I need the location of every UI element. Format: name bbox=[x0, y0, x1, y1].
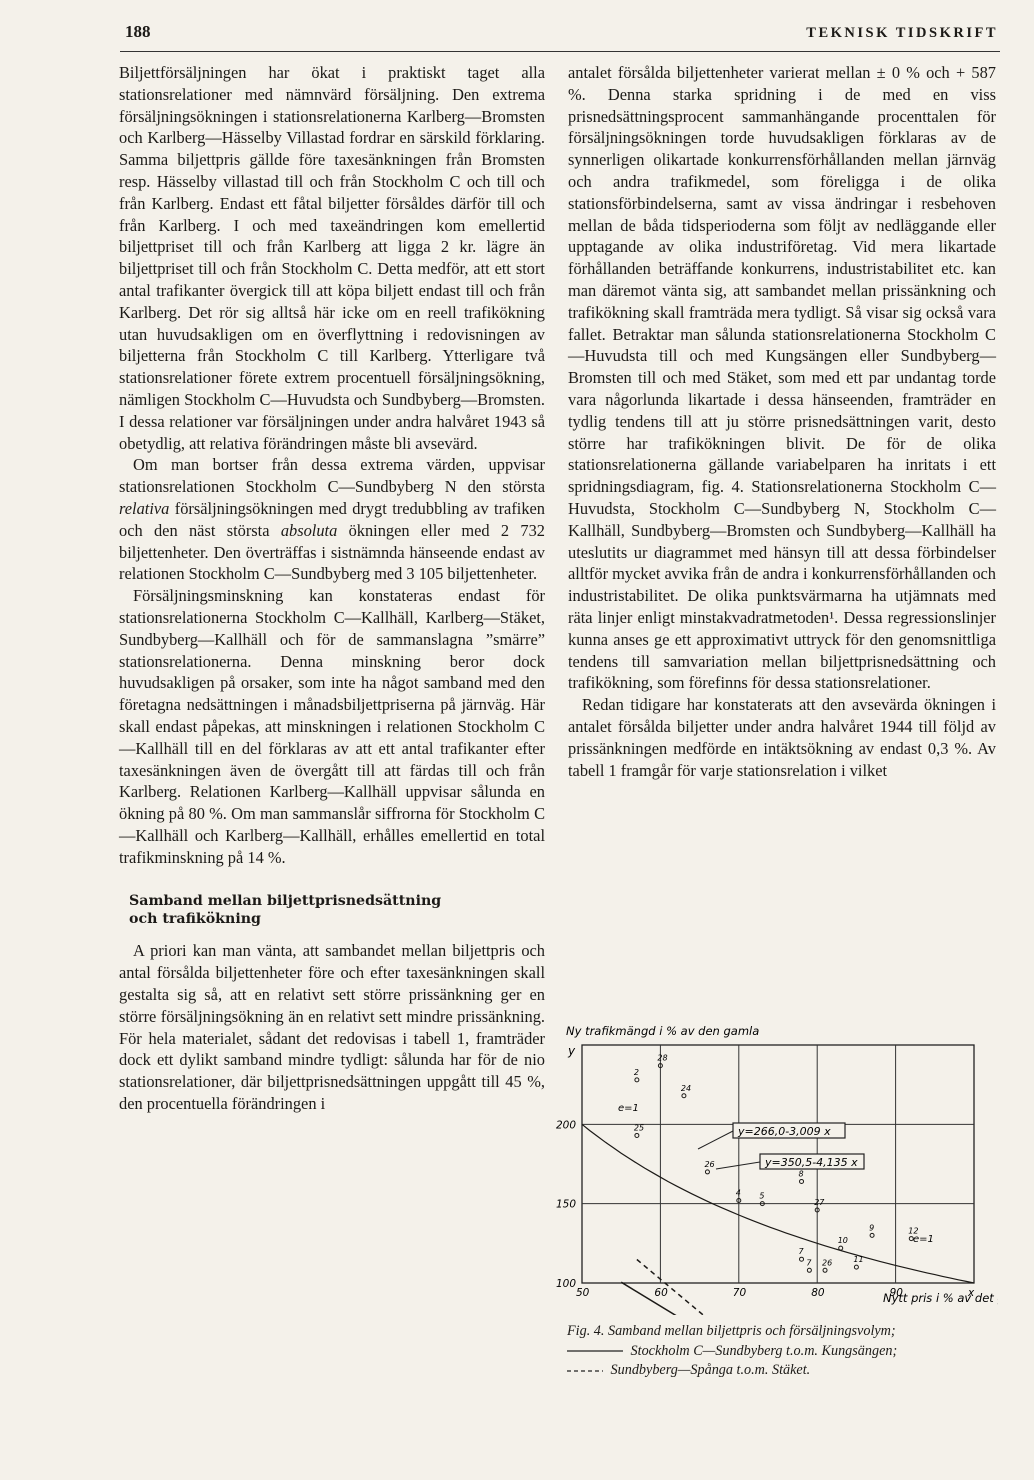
caption-legend-solid bbox=[567, 1342, 1007, 1362]
data-point bbox=[800, 1257, 804, 1261]
y-tick-label: 200 bbox=[556, 1119, 577, 1132]
legend-label: Sundbyberg—Spånga t.o.m. Stäket. bbox=[610, 1362, 811, 1378]
x-axis-title: Nytt pris i % av det bbox=[883, 1291, 994, 1305]
left-column bbox=[119, 62, 545, 1115]
data-point bbox=[682, 1094, 686, 1098]
section-heading-line: och trafikökning bbox=[129, 911, 261, 928]
legend-label: Stockholm C—Sundbyberg t.o.m. Kungsängen; bbox=[630, 1342, 898, 1359]
data-point-label: 27 bbox=[814, 1198, 825, 1208]
data-point-label: 26 bbox=[704, 1159, 715, 1169]
emphasis: relativa bbox=[119, 498, 170, 518]
journal-title: TEKNISK TIDSKRIFT bbox=[806, 25, 998, 41]
text-run: Om man bortser från dessa extrema värden, uppvisar stationsrelationen Stockholm C—Sundbyberg N den största bbox=[119, 455, 545, 497]
scatter-chart bbox=[548, 1015, 998, 1315]
x-tick-label: 60 bbox=[654, 1287, 668, 1299]
paragraph bbox=[119, 454, 545, 585]
data-point-label: 26 bbox=[822, 1258, 833, 1268]
paragraph: A priori kan man vänta, att sambandet mellan biljettpris och antal försålda biljettenheter före och efter taxesänkningen skall gestalta sig så, att en relativt sett större prissänkning ger en större försäljningsökning än en relativt sett mindre prissänkning. För hela materialet, sådant det redovisas i tabell 1, framträder dock ett dylikt samband mindre tydligt: sålunda har för de nio stationsrelationer, där biljettprisnedsättningen uppgått till 45 %, den procentuella förändringen i bbox=[119, 941, 545, 1114]
data-point-label: 5 bbox=[759, 1191, 765, 1201]
data-point-label: 7 bbox=[798, 1247, 804, 1257]
tick-labels bbox=[556, 1119, 975, 1299]
elasticity-label: e=1 bbox=[618, 1103, 639, 1114]
data-point bbox=[807, 1268, 811, 1272]
text-run: ökningen eller med 2 732 biljettenheter. Den överträffas i sistnämnda hänseende endast av relationen Stockholm C—Sundbyberg med 3 105 biljettenheter. bbox=[119, 520, 545, 584]
data-point bbox=[854, 1265, 858, 1269]
data-point-label: 25 bbox=[633, 1123, 645, 1133]
equation-label: y=266,0-3,009 x bbox=[738, 1125, 831, 1138]
data-point-label: 11 bbox=[853, 1255, 864, 1265]
legend-dashed-line bbox=[567, 1366, 607, 1376]
data-point-label: 8 bbox=[798, 1169, 804, 1179]
data-point bbox=[635, 1078, 639, 1082]
text-run: försäljningsökningen med drygt tredubbling av trafiken och den näst största bbox=[119, 498, 545, 540]
x-tick-label: 90 bbox=[889, 1287, 903, 1299]
section-heading-line: Samband mellan biljettprisnedsättning bbox=[129, 893, 442, 910]
page-header bbox=[0, 0, 1034, 56]
section-heading bbox=[129, 892, 545, 928]
data-point-label: 10 bbox=[837, 1236, 848, 1246]
y-tick-label: 150 bbox=[556, 1198, 577, 1211]
data-point-label: 12 bbox=[908, 1226, 919, 1236]
data-point-label: 4 bbox=[735, 1188, 741, 1198]
data-point bbox=[705, 1170, 709, 1174]
data-point bbox=[823, 1268, 827, 1272]
page-number: 188 bbox=[125, 22, 151, 41]
emphasis: absoluta bbox=[280, 520, 338, 540]
paragraph: Redan tidigare har konstaterats att den avsevärda ökningen i antalet försålda biljetter under andra halvåret 1944 till följd av prissänkningen medförde en intäktsökning av endast 0,3 %. Av tabell 1 framgår för varje stationsrelation i vilket bbox=[568, 695, 996, 780]
leader-line bbox=[698, 1131, 733, 1149]
data-point-label: 9 bbox=[869, 1223, 875, 1233]
data-point-label: 24 bbox=[680, 1083, 692, 1093]
caption-title: Fig. 4. Samband mellan biljettpris och försäljningsvolym; bbox=[567, 1323, 896, 1339]
data-point bbox=[870, 1233, 874, 1237]
paragraph: Biljettförsäljningen har ökat i praktiskt taget alla stationsrelationer med nämnvärd försäljning. Den extrema försäljningsökningen i stationsrelationerna Karlberg—Bromsten och Karlberg—Hässelby Villastad fordrar en särskild förklaring. Samma biljettpris gällde före taxesänkningen från Bromsten resp. Hässelby villastad till och från Stockholm C och till och från Karlberg. Endast ett fåtal biljetter försåldes därför till och från Karlberg. I och med taxeändringen kom emellertid biljettpriset till och från Karlberg att ligga 2 kr. lägre än biljettpriset till och från Stockholm C. Detta medför, att ett stort antal trafikanter övergick till att köpa biljett endast till och från Karlberg. Det rör sig alltså här icke om en reell trafikökning utan huvudsakligen om en överflyttning i redovisningen av biljetterna från Stockholm C till Karlberg. Ytterligare två stationsrelationer förete extrem procentuell försäljningsökning, nämligen Stockholm C—Huvudsta och Sundbyberg—Bromsten. I dessa relationer var försäljningen under andra halvåret 1943 så obetydlig, att relativa förändringen måste bli avsevärd. bbox=[119, 63, 545, 453]
header-rule bbox=[120, 51, 1000, 52]
caption-legend-dashed bbox=[567, 1361, 1007, 1381]
x-tick-label: 70 bbox=[732, 1287, 747, 1299]
leader-line bbox=[716, 1162, 760, 1169]
scatter-figure bbox=[548, 1015, 998, 1315]
equation-box-2 bbox=[760, 1154, 864, 1169]
x-tick-label: 80 bbox=[811, 1287, 825, 1299]
data-point bbox=[800, 1179, 804, 1183]
y-tick-label: 100 bbox=[556, 1278, 577, 1290]
x-tick-label: x bbox=[968, 1287, 975, 1299]
data-point-label: 28 bbox=[657, 1053, 668, 1063]
elasticity-label: e=1 bbox=[913, 1234, 934, 1245]
data-point bbox=[635, 1133, 639, 1137]
y-axis-symbol: y bbox=[568, 1044, 576, 1058]
y-axis-title: Ny trafikmängd i % av den gamla bbox=[566, 1024, 760, 1038]
equation-box-1 bbox=[733, 1123, 845, 1138]
data-point-label: 7 bbox=[806, 1258, 812, 1268]
data-point-label: 2 bbox=[633, 1067, 639, 1077]
regression-lines bbox=[582, 1124, 974, 1315]
equation-label: y=350,5-4,135 x bbox=[765, 1156, 858, 1169]
data-point bbox=[839, 1246, 843, 1250]
paragraph: Försäljningsminskning kan konstateras endast för stationsrelationerna Stockholm C—Kallhäll, Karlberg—Stäket, Sundbyberg—Kallhäll och för de sammanslagna ”smärre” stationsrelationerna. Denna minskning beror dock huvudsakligen på orsaker, som inte ha något samband med den företagna nedsättningen i månadsbiljettpriserna på järnväg. Här skall endast påpekas, att minskningen i relationen Stockholm C—Kallhäll till en del förklaras av att ett antal trafikanter efter taxesänkningen även de övergått till att färdas till och från Karlberg. Relationen Karlberg—Kallhäll uppvisar sålunda en ökning på 80 %. Om man sammanslår siffrorna för Stockholm C—Kallhäll och Karlberg—Kallhäll, erhålles emellertid en total trafikminskning på 14 %. bbox=[119, 586, 545, 867]
x-tick-label: 50 bbox=[576, 1287, 590, 1299]
figure-caption bbox=[567, 1322, 1007, 1381]
legend-solid-line bbox=[567, 1346, 627, 1356]
right-column bbox=[568, 62, 996, 781]
paragraph: antalet försålda biljettenheter varierat mellan ± 0 % och + 587 %. Denna starka spridning i de med en viss prisnedsättningsprocent sammanhängande procenttalen för försäljningsökningen torde huvudsakligen förklaras av de synnerligen olikartade konkurrensförhållanden mellan järnväg och andra trafikmedel, som föreligga i de olika stationsförbindelserna, samt av vissa ändringar i resbehoven mellan de båda tidsperioderna som följt av nedläggande eller upptagande av olika industriföretag. Vid mera likartade förhållanden beträffande konkurrens, industristabilitet etc. kan man däremot vänta sig, att sambandet mellan prissänkning och trafikökning skall framträda mera tydligt. Så visar sig också vara fallet. Betraktar man sålunda stationsrelationerna Stockholm C—Huvudsta till och med Kungsängen eller Sundbyberg—Bromsten till och med Stäket, som med ett par undantag torde vara någorlunda likartade i dessa hänseenden, framträder en tydlig tendens till att ju större prisnedsättningen varit, desto större har trafikökningen blivit. De för de olika stationsrelationerna gällande variabelparen ha inritats i ett spridningsdiagram, fig. 4. Stationsrelationerna Stockholm C—Huvudsta, Stockholm C—Sundbyberg N, Stockholm C—Kallhäll, Sundbyberg—Bromsten och Sundbyberg—Kallhäll ha uteslutits ur diagrammet med hänsyn till att dessa förbindelser alltför mycket avvika från de andra i konkurrensförhållanden och industristabilitet. De olika punktsvärmarna ha utjämnats med räta linjer enligt minstakvadratmetoden¹. Dessa regressionslinjer kunna anses ge ett approximativt uttryck för den genomsnittliga tendens till samvariation mellan biljettprisnedsättning och trafikökning, som förefinns för dessa stationsrelationer. bbox=[568, 63, 996, 693]
